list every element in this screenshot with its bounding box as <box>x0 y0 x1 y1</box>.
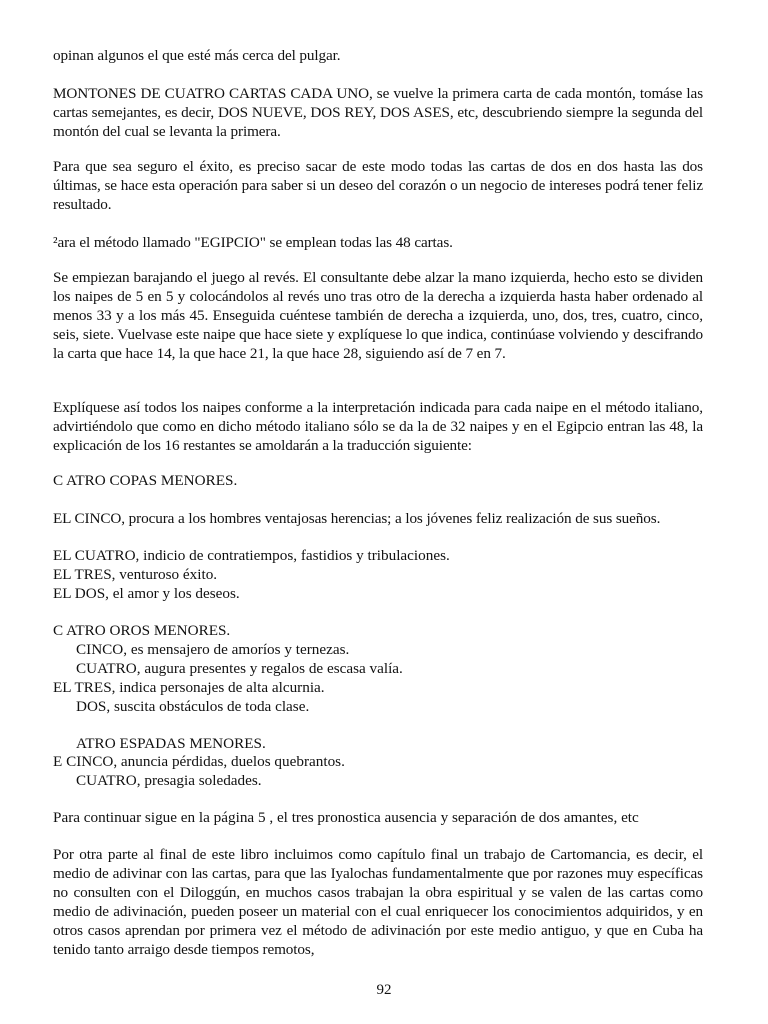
oros-line: EL TRES, indica personajes de alta alcurnia. <box>53 679 325 696</box>
continue-line: Para continuar sigue en la página 5 , el tres pronostica ausencia y separación de dos amantes, etc <box>53 809 639 826</box>
copas-line: EL DOS, el amor y los deseos. <box>53 585 240 602</box>
paragraph-cartomancia: Por otra parte al final de este libro incluimos como capítulo final un trabajo de Cartomancia, es decir, el medio de adivinar con las cartas, para que las Iyalochas fundamentalmente que por razones muy específicas no consulten con el Diloggún, en muchos casos trabajan la obra espiritual y se valen de las cartas como medio de adivinación, pueden poseer un material con el cual enriquecer los conocimientos adquiridos, y en otros casos aprendan por primera vez el método de adivinación por este medio antiguo, y que en Cuba ha tenido tanto arraigo desde tiempos remotos, <box>53 846 703 958</box>
paragraph-opening: opinan algunos el que esté más cerca del pulgar. <box>53 47 341 64</box>
espadas-line: E CINCO, anuncia pérdidas, duelos quebrantos. <box>53 753 345 770</box>
paragraph-barajando: Se empiezan barajando el juego al revés. El consultante debe alzar la mano izquierda, hecho esto se dividen los naipes de 5 en 5 y colocándolos al revés uno tras otro de la derecha a izquierda hasta haber ordenado al menos 33 y a los más 45. Enseguida cuéntese también de derecha a izquierda, uno, dos, tres, cuatro, cinco, seis, siete. Vuelvase este naipe que hace siete y explíquese lo que indica, continúase volviendo y descifrando la carta que hace 14, la que hace 21, la que hace 28, siguiendo así de 7 en 7. <box>53 269 703 362</box>
oros-line: CINCO, es mensajero de amoríos y ternezas. <box>76 641 350 658</box>
heading-oros: C ATRO OROS MENORES. <box>53 622 231 639</box>
oros-line: DOS, suscita obstáculos de toda clase. <box>76 698 310 715</box>
paragraph-explicacion: Explíquese así todos los naipes conforme a la interpretación indicada para cada naipe en el método italiano, advirtiéndolo que como en dicho método italiano sólo se da la de 32 naipes y en el Egipcio entran las 48, la explicación de los 16 restantes se amoldarán a la traducción siguiente: <box>53 399 703 454</box>
copas-line: EL CUATRO, indicio de contratiempos, fastidios y tribulaciones. <box>53 547 450 564</box>
paragraph-montones: MONTONES DE CUATRO CARTAS CADA UNO, se vuelve la primera carta de cada montón, tomáse las cartas semejantes, es decir, DOS NUEVE, DOS REY, DOS ASES, etc, descubriendo siempre la segunda del montón del cual se levanta la primera. <box>53 85 703 140</box>
page-number: 92 <box>376 982 392 998</box>
espadas-line: CUATRO, presagia soledades. <box>76 772 262 789</box>
oros-line: CUATRO, augura presentes y regalos de escasa valía. <box>76 660 403 677</box>
paragraph-egipcio: ²ara el método llamado "EGIPCIO" se emplean todas las 48 cartas. <box>53 234 453 251</box>
heading-espadas: ATRO ESPADAS MENORES. <box>76 735 266 752</box>
copas-line: EL TRES, venturoso éxito. <box>53 566 218 583</box>
copas-line: EL CINCO, procura a los hombres ventajosas herencias; a los jóvenes feliz realización de sus sueños. <box>53 510 661 527</box>
paragraph-exito: Para que sea seguro el éxito, es preciso sacar de este modo todas las cartas de dos en dos hasta las dos últimas, se hace esta operación para saber si un deseo del corazón o un negocio de intereses podrá tener feliz resultado. <box>53 158 703 213</box>
heading-copas: C ATRO COPAS MENORES. <box>53 472 238 489</box>
